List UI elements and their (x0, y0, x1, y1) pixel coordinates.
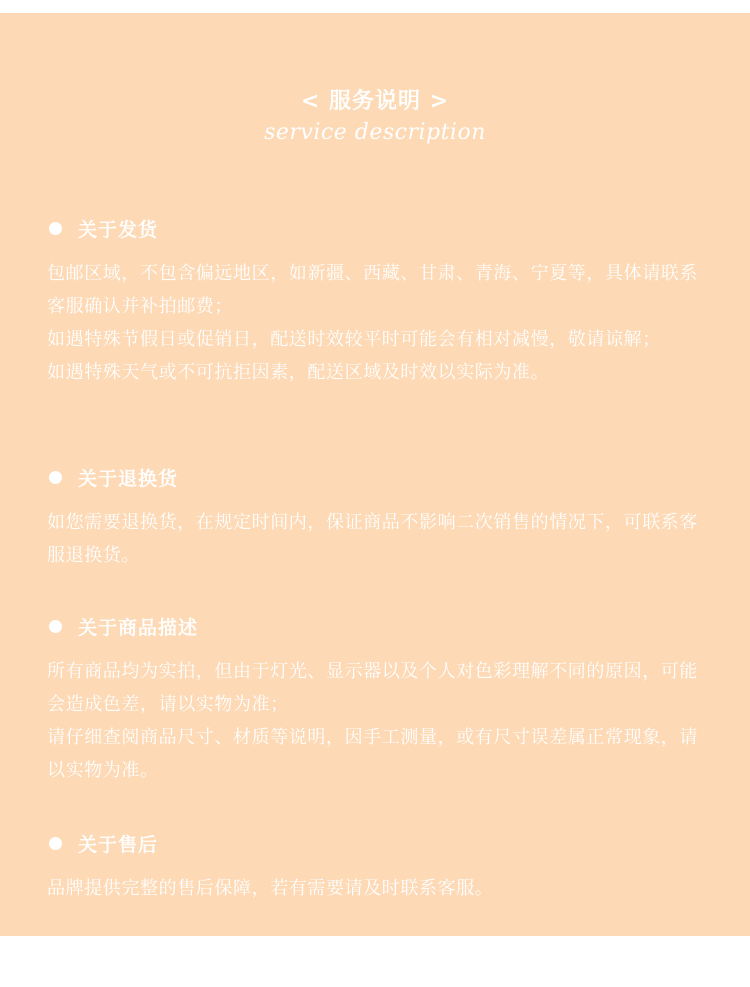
bullet-dot-icon (49, 471, 62, 484)
paragraph: 如遇特殊节假日或促销日，配送时效较平时可能会有相对减慢，敬请谅解； (47, 329, 661, 350)
paragraph: 如您需要退换货，在规定时间内，保证商品不影响二次销售的情况下，可联系客服退换货。 (47, 512, 698, 566)
section-title: 关于退换货 (78, 467, 179, 490)
paragraph: 请仔细查阅商品尺寸、材质等说明，因手工测量，或有尺寸误差属正常现象，请以实物为准。 (47, 727, 698, 781)
section-shipping (47, 213, 707, 389)
bullet-dot-icon (49, 222, 62, 235)
section-heading (47, 462, 707, 492)
header (0, 88, 750, 148)
paragraph: 如遇特殊天气或不可抗拒因素，配送区域及时效以实际为准。 (47, 362, 550, 383)
section-title: 关于发货 (78, 218, 159, 241)
section-body (47, 872, 707, 905)
section-returns (47, 462, 707, 572)
page-title: < 服务说明 > (300, 89, 450, 114)
section-body (47, 257, 707, 389)
section-title: 关于售后 (78, 833, 159, 856)
bullet-dot-icon (49, 620, 62, 633)
paragraph: 所有商品均为实拍，但由于灯光、显示器以及个人对色彩理解不同的原因，可能会造成色差，请以实物为准； (47, 661, 698, 715)
section-body (47, 506, 707, 572)
section-product-description (47, 611, 707, 787)
section-body (47, 655, 707, 787)
paragraph: 包邮区域，不包含偏远地区，如新疆、西藏、甘肃、青海、宁夏等，具体请联系客服确认并补拍邮费； (47, 263, 698, 317)
section-heading (47, 828, 707, 858)
page-subtitle: service description (264, 120, 486, 145)
section-heading (47, 213, 707, 243)
section-heading (47, 611, 707, 641)
service-description-panel (0, 13, 750, 936)
paragraph: 品牌提供完整的售后保障，若有需要请及时联系客服。 (47, 878, 494, 899)
section-after-sales (47, 828, 707, 905)
bullet-dot-icon (49, 837, 62, 850)
section-title: 关于商品描述 (78, 616, 199, 639)
